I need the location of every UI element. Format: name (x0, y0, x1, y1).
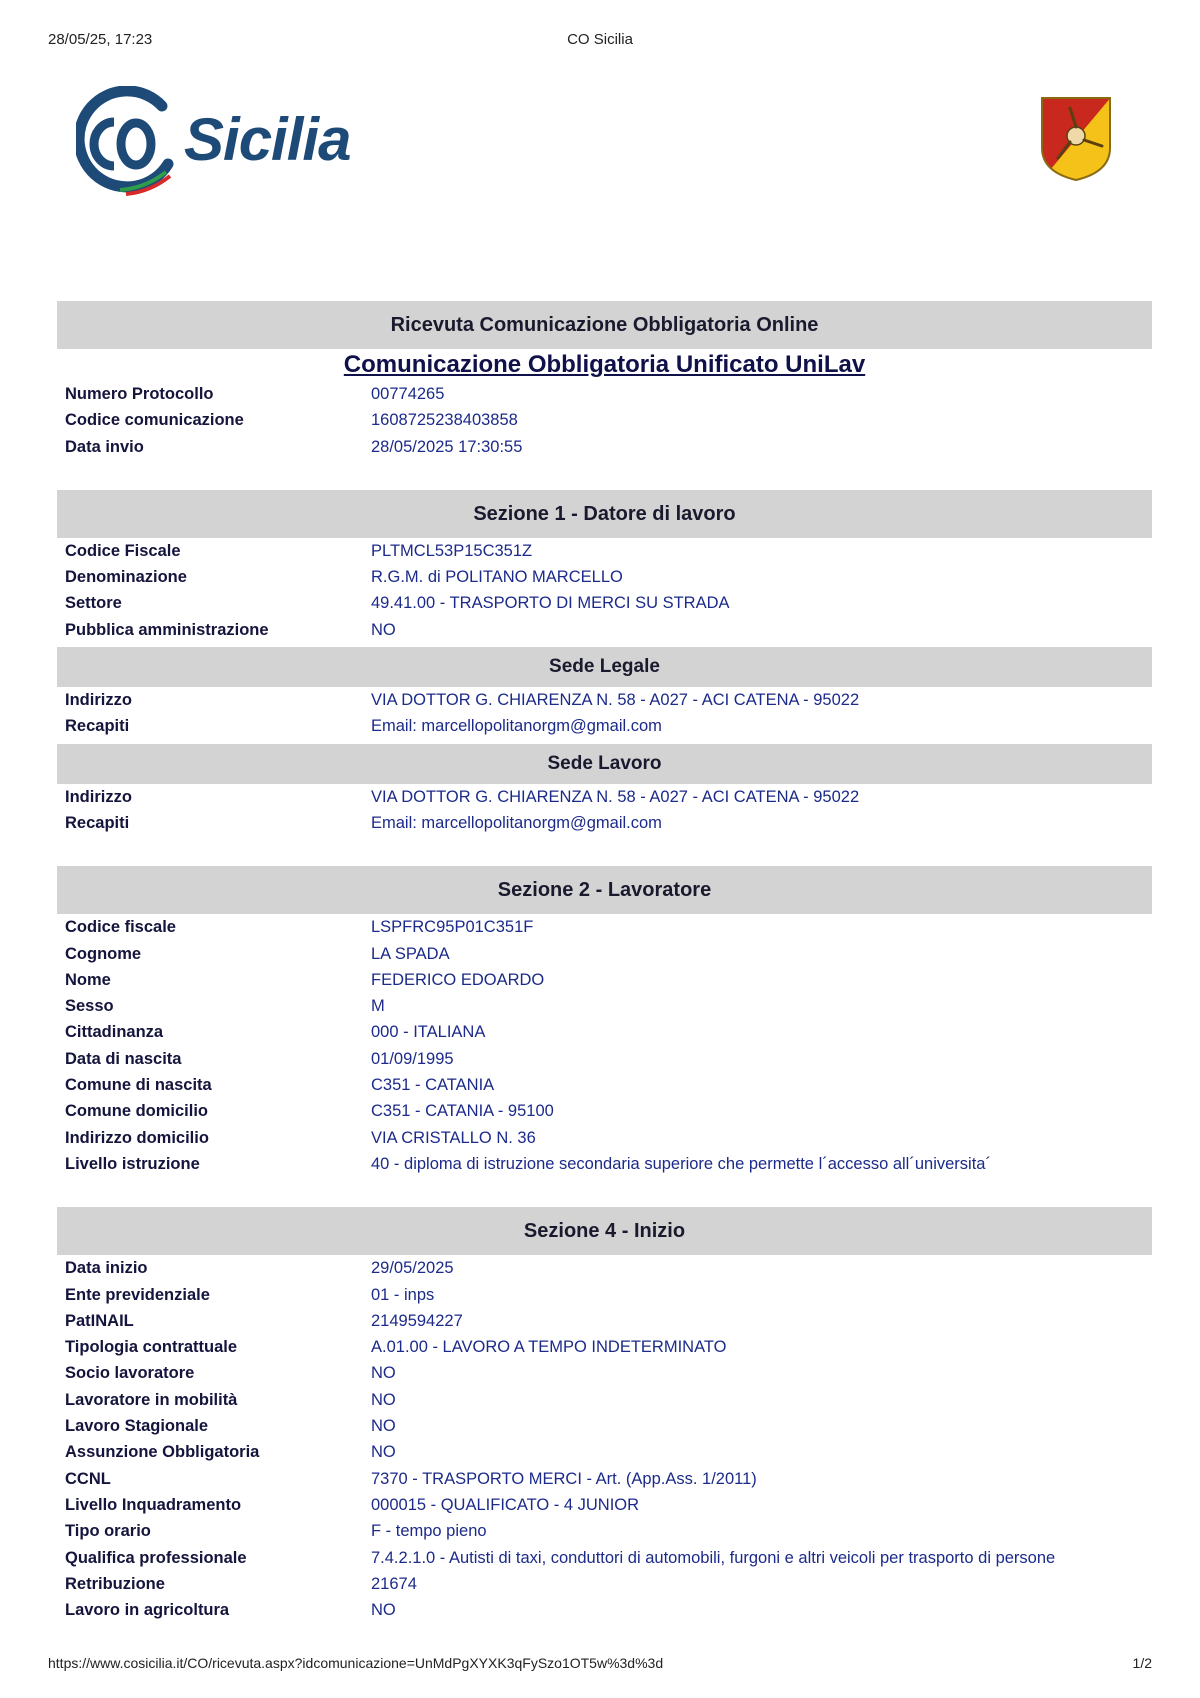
sede-legale-fields (57, 687, 1152, 740)
field-value: 1608725238403858 (371, 411, 518, 430)
field-label: CCNL (65, 1469, 111, 1488)
field-value: NO (371, 1443, 396, 1462)
field-value: R.G.M. di POLITANO MARCELLO (371, 568, 623, 587)
field-label: Numero Protocollo (65, 385, 214, 403)
field-label: Ente previdenziale (65, 1285, 210, 1304)
field-row (57, 1019, 1152, 1045)
field-row (57, 407, 1152, 433)
field-value: FEDERICO EDOARDO (371, 970, 545, 989)
field-label: Data inizio (65, 1259, 148, 1278)
field-label: PatINAIL (65, 1311, 134, 1330)
field-label: Sesso (65, 997, 114, 1016)
field-value: 49.41.00 - TRASPORTO DI MERCI SU STRADA (371, 594, 730, 613)
field-value: NO (371, 1364, 396, 1383)
receipt-content (57, 301, 1152, 1623)
print-title: CO Sicilia (567, 31, 633, 48)
field-label: Assunzione Obbligatoria (65, 1443, 260, 1462)
field-value: NO (371, 620, 396, 639)
field-value: VIA DOTTOR G. CHIARENZA N. 58 - A027 - ACI CATENA - 95022 (371, 691, 860, 710)
section2-fields (57, 914, 1152, 1177)
field-row (57, 810, 1152, 836)
field-label: Codice Fiscale (65, 541, 181, 560)
field-row (57, 564, 1152, 590)
field-value: 00774265 (371, 385, 445, 403)
field-row (57, 1334, 1152, 1360)
field-value: 01 - inps (371, 1285, 435, 1304)
logo-text: Sicilia (184, 106, 351, 173)
section2-header: Sezione 2 - Lavoratore (57, 866, 1152, 914)
field-row (57, 1597, 1152, 1623)
field-value: VIA DOTTOR G. CHIARENZA N. 58 - A027 - ACI CATENA - 95022 (371, 787, 860, 806)
field-value: 40 - diploma di istruzione secondaria superiore che permette l´accesso all´universita´ (371, 1154, 991, 1173)
field-row (57, 1282, 1152, 1308)
field-label: Livello istruzione (65, 1154, 200, 1173)
field-value: NO (371, 1390, 396, 1409)
field-value: 2149594227 (371, 1311, 463, 1330)
field-label: Codice comunicazione (65, 411, 244, 430)
field-label: Tipologia contrattuale (65, 1338, 238, 1357)
field-label: Lavoratore in mobilità (65, 1390, 238, 1409)
field-value: PLTMCL53P15C351Z (371, 541, 533, 560)
co-sicilia-logo (76, 86, 376, 198)
trinacria-crest-icon (1040, 96, 1112, 182)
field-label: Livello Inquadramento (65, 1495, 242, 1514)
field-row (57, 1308, 1152, 1334)
print-date: 28/05/25, 17:23 (48, 31, 153, 48)
field-row (57, 914, 1152, 940)
field-label: Qualifica professionale (65, 1548, 247, 1567)
field-row (57, 784, 1152, 810)
field-label: Comune di nascita (65, 1076, 212, 1095)
section4-header: Sezione 4 - Inizio (57, 1207, 1152, 1255)
field-row (57, 1518, 1152, 1544)
field-row (57, 381, 1152, 407)
field-row (57, 1492, 1152, 1518)
section1-header: Sezione 1 - Datore di lavoro (57, 490, 1152, 538)
field-value: LA SPADA (371, 944, 450, 963)
field-row (57, 1125, 1152, 1151)
field-value: 000 - ITALIANA (371, 1023, 486, 1042)
field-value: C351 - CATANIA (371, 1076, 495, 1095)
protocol-block (57, 381, 1152, 460)
field-label: Comune domicilio (65, 1102, 209, 1121)
field-value: Email: marcellopolitanorgm@gmail.com (371, 813, 662, 832)
field-label: Lavoro Stagionale (65, 1417, 209, 1436)
field-label: Indirizzo (65, 787, 132, 806)
field-value: 21674 (371, 1574, 417, 1593)
field-value: 28/05/2025 17:30:55 (371, 437, 523, 456)
field-value: 000015 - QUALIFICATO - 4 JUNIOR (371, 1495, 640, 1514)
field-row (57, 993, 1152, 1019)
field-label: Socio lavoratore (65, 1364, 195, 1383)
field-label: Pubblica amministrazione (65, 620, 269, 639)
sede-legale-header: Sede Legale (57, 647, 1152, 687)
page-url: https://www.cosicilia.it/CO/ricevuta.aspx?idcomunicazione=UnMdPgXYXK3qFySzo1OT5w%3d%3d (48, 1655, 664, 1671)
field-row (57, 617, 1152, 643)
field-label: Data di nascita (65, 1049, 182, 1068)
field-row (57, 1413, 1152, 1439)
field-row (57, 1439, 1152, 1465)
field-row (57, 1255, 1152, 1281)
field-row (57, 1072, 1152, 1098)
field-label: Data invio (65, 437, 144, 456)
field-row (57, 941, 1152, 967)
print-header (48, 31, 1152, 51)
field-value: F - tempo pieno (371, 1522, 487, 1541)
field-row (57, 1098, 1152, 1124)
field-value: 29/05/2025 (371, 1259, 454, 1278)
section4-fields (57, 1255, 1152, 1623)
field-value: VIA CRISTALLO N. 36 (371, 1128, 536, 1147)
field-value: 01/09/1995 (371, 1049, 454, 1068)
field-label: Settore (65, 594, 122, 613)
field-label: Denominazione (65, 568, 187, 587)
field-row (57, 1545, 1152, 1571)
field-value: M (371, 997, 385, 1016)
field-row (57, 538, 1152, 564)
field-row (57, 687, 1152, 713)
field-value: A.01.00 - LAVORO A TEMPO INDETERMINATO (371, 1338, 727, 1357)
field-row (57, 1046, 1152, 1072)
field-row (57, 1466, 1152, 1492)
field-row (57, 1151, 1152, 1177)
field-label: Nome (65, 970, 111, 989)
field-value: 7.4.2.1.0 - Autisti di taxi, conduttori di automobili, furgoni e altri veicoli per trasporto di persone (371, 1548, 1056, 1567)
field-row (57, 590, 1152, 616)
field-label: Cognome (65, 944, 142, 963)
field-label: Retribuzione (65, 1574, 165, 1593)
field-label: Codice fiscale (65, 918, 176, 937)
field-value: C351 - CATANIA - 95100 (371, 1102, 554, 1121)
field-value: LSPFRC95P01C351F (371, 918, 534, 937)
field-label: Recapiti (65, 813, 130, 832)
field-label: Cittadinanza (65, 1023, 164, 1042)
field-label: Tipo orario (65, 1522, 151, 1541)
field-row (57, 1360, 1152, 1386)
field-row (57, 967, 1152, 993)
document-title: Comunicazione Obbligatoria Unificato UniLav (343, 351, 866, 378)
field-label: Indirizzo domicilio (65, 1128, 209, 1147)
sede-lavoro-header: Sede Lavoro (57, 744, 1152, 784)
co-at-logo-icon (76, 86, 180, 198)
field-row (57, 713, 1152, 739)
sede-lavoro-fields (57, 784, 1152, 837)
field-value: NO (371, 1417, 396, 1436)
field-value: 7370 - TRASPORTO MERCI - Art. (App.Ass. 1/2011) (371, 1469, 757, 1488)
field-row (57, 1571, 1152, 1597)
field-value: NO (371, 1601, 396, 1620)
field-label: Lavoro in agricoltura (65, 1601, 230, 1620)
field-label: Indirizzo (65, 691, 132, 710)
field-label: Recapiti (65, 717, 130, 736)
field-row (57, 1387, 1152, 1413)
field-row (57, 434, 1152, 460)
section1-fields (57, 538, 1152, 643)
page-number: 1/2 (1132, 1655, 1152, 1671)
receipt-title-bar: Ricevuta Comunicazione Obbligatoria Online (57, 301, 1152, 349)
field-value: Email: marcellopolitanorgm@gmail.com (371, 717, 662, 736)
